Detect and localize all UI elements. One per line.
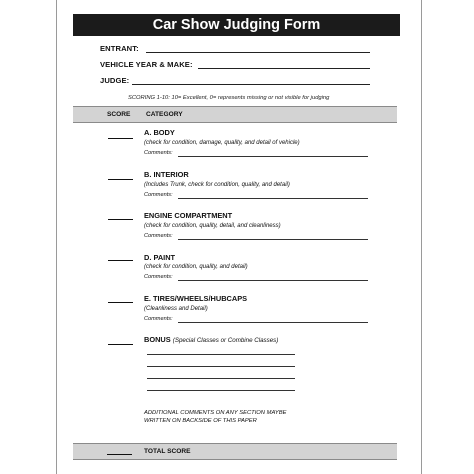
comments-field-body[interactable] (178, 156, 368, 157)
total-score-field[interactable] (107, 454, 132, 455)
total-score-label: TOTAL SCORE (144, 448, 191, 455)
comments-field-tires[interactable] (178, 322, 368, 323)
comments-field-engine[interactable] (178, 239, 368, 240)
bonus-desc: (Special Classes or Combine Classes) (172, 337, 279, 344)
score-field-paint[interactable] (108, 260, 133, 261)
vehicle-label: VEHICLE YEAR & MAKE: (100, 60, 193, 69)
bonus-line-2[interactable] (147, 366, 295, 367)
judge-label: JUDGE: (100, 76, 130, 85)
category-desc-interior: (Includes Trunk, check for condition, quality, and detail) (144, 182, 290, 188)
comments-label-engine: Comments: (144, 233, 173, 239)
score-field-interior[interactable] (108, 179, 133, 180)
score-field-body[interactable] (108, 138, 133, 139)
comments-label-body: Comments: (144, 150, 173, 156)
total-score-bar (73, 443, 397, 460)
category-desc-body: (check for condition, damage, quality, and detail of vehicle) (144, 140, 300, 146)
category-title-engine: ENGINE COMPARTMENT (144, 211, 233, 220)
comments-label-paint: Comments: (144, 274, 173, 280)
category-title-body: A. BODY (144, 128, 175, 137)
category-title-interior: B. INTERIOR (144, 170, 189, 179)
bonus-line-4[interactable] (147, 390, 295, 391)
comments-label-interior: Comments: (144, 192, 173, 198)
category-desc-engine: (check for condition, quality, detail, and cleanliness) (144, 223, 281, 229)
column-header-bar (73, 106, 397, 123)
bonus-line-3[interactable] (147, 378, 295, 379)
comments-field-paint[interactable] (178, 280, 368, 281)
category-column-header: CATEGORY (146, 111, 183, 118)
additional-comments-note-1: ADDITIONAL COMMENTS ON ANY SECTION MAYBE (144, 410, 287, 416)
vehicle-field[interactable] (198, 68, 370, 69)
bonus-title-text: BONUS (144, 335, 171, 344)
score-field-bonus[interactable] (108, 344, 133, 345)
form-title: Car Show Judging Form (73, 14, 400, 36)
score-field-engine[interactable] (108, 219, 133, 220)
category-title-tires: E. TIRES/WHEELS/HUBCAPS (144, 294, 248, 303)
additional-comments-note-2: WRITTEN ON BACKSIDE OF THIS PAPER (144, 418, 257, 424)
judge-field[interactable] (132, 84, 370, 85)
score-column-header: SCORE (107, 111, 131, 118)
category-desc-tires: (Cleanliness and Detail) (144, 306, 208, 312)
bonus-line-1[interactable] (147, 354, 295, 355)
comments-label-tires: Comments: (144, 316, 173, 322)
scoring-note: SCORING 1-10: 10= Excellent, 0= represents missing or not visible for judging (128, 95, 330, 101)
entrant-label: ENTRANT: (100, 44, 139, 53)
category-desc-paint: (check for condition, quality, and detail) (144, 264, 248, 270)
score-field-tires[interactable] (108, 302, 133, 303)
entrant-field[interactable] (146, 52, 370, 53)
bonus-title (144, 335, 278, 344)
category-title-paint: D. PAINT (144, 253, 176, 262)
comments-field-interior[interactable] (178, 198, 368, 199)
form-sheet (56, 0, 422, 474)
